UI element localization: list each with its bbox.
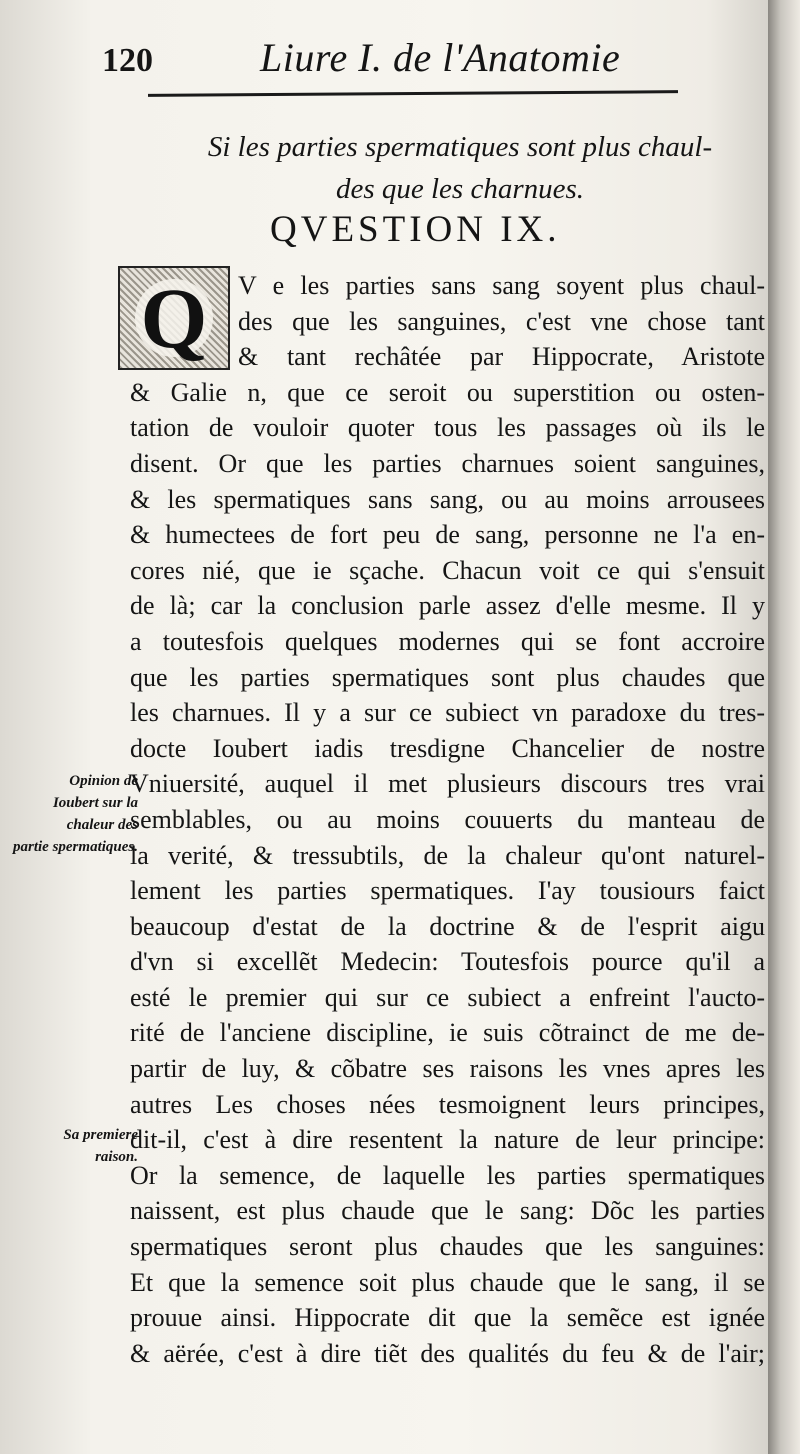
body-line: beaucoup d'estat de la doctrine & de l'esprit aigu (130, 911, 765, 941)
question-heading: QVESTION IX. (270, 209, 561, 250)
body-line: a toutesfois quelques modernes qui se font accroire (130, 626, 765, 656)
body-line: les charnues. Il y a sur ce subiect vn paradoxe du tres- (130, 698, 765, 728)
initial-letter: Q (135, 279, 213, 357)
section-title-line: Si les parties spermatiques sont plus chaul- (207, 131, 713, 163)
body-line: cores nié, que ie sçache. Chacun voit ce qui s'ensuit (130, 555, 765, 585)
running-head-title: Liure I. de l'Anatomie (260, 35, 621, 80)
body-line: esté le premier qui sur ce subiect a enfreint l'aucto- (130, 982, 765, 1012)
body-line: & aërée, c'est à dire tiẽt des qualités du feu & de l'air; (130, 1338, 765, 1368)
body-line: partir de luy, & cõbatre ses raisons les vnes apres les (130, 1054, 765, 1084)
margin-note-opinion (8, 770, 138, 858)
running-head (100, 26, 700, 86)
body-line: de là; car la conclusion parle assez d'elle mesme. Il y (130, 591, 765, 621)
body-line: tation de vouloir quoter tous les passages où ils le (130, 413, 765, 443)
margin-note-line: Ioubert sur la (52, 795, 138, 811)
margin-note-line: raison. (95, 1149, 138, 1165)
body-line: d'vn si excellẽt Medecin: Toutesfois pource qu'il a (130, 947, 765, 977)
section-title-line: des que les charnues. (335, 173, 585, 205)
body-line: naissent, est plus chaude que le sang: Dõc les parties (130, 1196, 765, 1226)
body-line: Et que la semence soit plus chaude que le sang, il se (130, 1267, 765, 1297)
margin-note-line: Opinion de (69, 773, 138, 789)
body-text (130, 268, 765, 1371)
page-number: 120 (102, 42, 153, 79)
body-line: disent. Or que les parties charnues soient sanguines, (130, 448, 765, 478)
body-line: & tant rechâtée par Hippocrate, Aristote (238, 342, 765, 372)
page-gutter (768, 0, 800, 1454)
body-line: semblables, ou au moins couuerts du manteau de (130, 804, 765, 834)
body-line: autres Les choses nées tesmoignent leurs principes, (130, 1089, 765, 1119)
body-line: & les spermatiques sans sang, ou au moins arrousees (130, 484, 765, 514)
margin-note-line: partie spermatiques. (12, 839, 138, 855)
body-line: Vniuersité, auquel il met plusieurs discours tres vrai (130, 769, 765, 799)
section-title (160, 126, 760, 210)
body-line: que les parties spermatiques sont plus chaudes que (130, 662, 765, 692)
body-line: & Galie n, que ce seroit ou superstition ou osten- (130, 377, 765, 407)
margin-note-line: chaleur des (66, 817, 138, 833)
body-line: & humectees de fort peu de sang, personne ne l'a en- (130, 520, 765, 550)
body-line: spermatiques seront plus chaudes que les sanguines: (130, 1232, 765, 1262)
margin-note-raison (8, 1124, 138, 1168)
body-line: la verité, & tressubtils, de la chaleur qu'ont naturel- (130, 840, 765, 870)
body-line: Or la semence, de laquelle les parties spermatiques (130, 1160, 765, 1190)
body-line: docte Ioubert iadis tresdigne Chancelier de nostre (130, 733, 765, 763)
body-line: rité de l'anciene discipline, ie suis cõtrainct de me de- (130, 1018, 765, 1048)
body-line: des que les sanguines, c'est vne chose tant (238, 306, 765, 336)
body-line: prouue ainsi. Hippocrate dit que la semẽce est ignée (130, 1303, 765, 1333)
margin-note-line: Sa premiere (63, 1127, 138, 1143)
body-line: dit-il, c'est à dire resentent la nature de leur principe: (130, 1125, 765, 1155)
body-line: lement les parties spermatiques. I'ay tousiours faict (130, 876, 765, 906)
body-line: V e les parties sans sang soyent plus chaul- (238, 271, 765, 300)
